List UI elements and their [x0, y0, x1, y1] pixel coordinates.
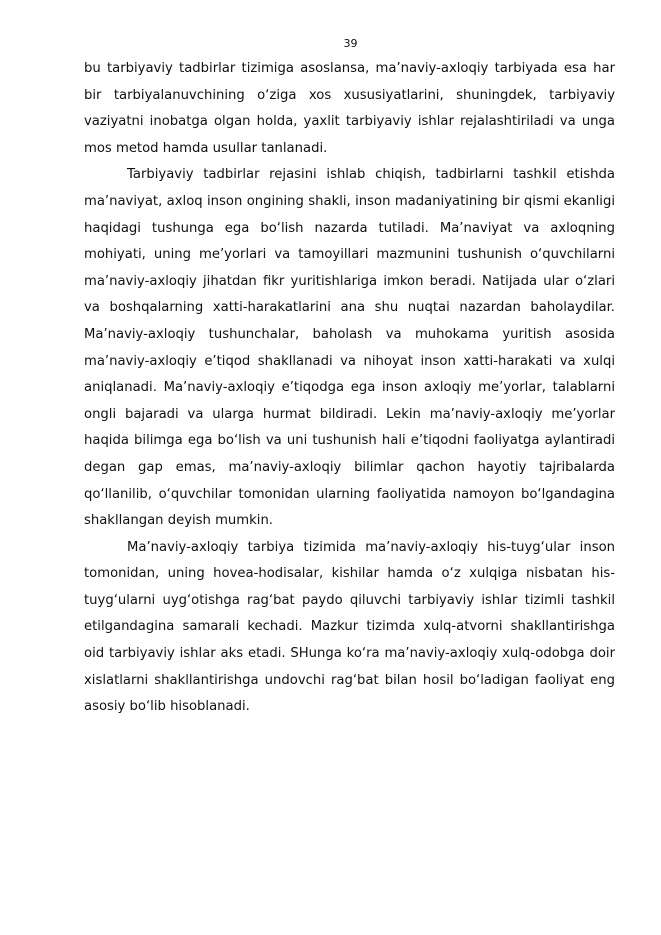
paragraph-2: Tarbiyaviy tadbirlar rejasini ishlab chiqish, tadbirlarni tashkil etishda ma’naviyat, axloq inson ongining shakli, inson madaniyatining bir qismi ekanligi haqidagi tushunga ega bo‘lish nazarda tutiladi. Ma’naviyat va axloqning mohiyati, uning me’yorlari va tamoyillari mazmunini tushunish o‘quvchilarni ma’naviy-axloqiy jihatdan fikr yuritishlariga imkon beradi. Natijada ular o‘zlari va boshqalarning xatti-harakatlarini ana shu nuqtai nazardan baholaydilar. Ma’naviy-axloqiy tushunchalar, baholash va muhokama yuritish asosida ma’naviy-axloqiy e’tiqod shakllanadi va nihoyat inson xatti-harakati va xulqi aniqlanadi. Ma’naviy-axloqiy e’tiqodga ega inson axloqiy me’yorlar, talablarni ongli bajaradi va ularga hurmat bildiradi. Lekin ma’naviy-axloqiy me’yorlar haqida bilimga ega bo‘lish va uni tushunish hali e’tiqodni faoliyatga aylantiradi degan gap emas, ma’naviy-axloqiy bilimlar qachon hayotiy tajribalarda qo‘llanilib, o‘quvchilar tomonidan ularning faoliyatida namoyon bo‘lgandagina shakllangan deyish mumkin.: [84, 167, 615, 529]
paragraph-3: Ma’naviy-axloqiy tarbiya tizimida ma’naviy-axloqiy his-tuyg‘ular inson tomonidan, uning hovea-hodisalar, kishilar hamda o‘z xulqiga nisbatan his-tuyg‘ularni uyg‘otishga rag‘bat paydo qiluvchi tarbiyaviy ishlar tizimli tashkil etilgandagina samarali kechadi. Mazkur tizimda xulq-atvorni shakllantirishga oid tarbiyaviy ishlar aks etadi. SHunga ko‘ra ma’naviy-axloqiy xulq-odobga doir xislatlarni shakllantirishga undovchi rag‘bat bilan hosil bo‘ladigan faoliyat eng asosiy bo‘lib hisoblanadi.: [84, 539, 615, 715]
page-number: 39: [343, 37, 358, 50]
document-body: [84, 56, 615, 721]
paragraph-1: bu tarbiyaviy tadbirlar tizimiga asoslansa, ma’naviy-axloqiy tarbiyada esa har bir tarbiyalanuvchining o‘ziga xos xususiyatlarini, shuningdek, tarbiyaviy vaziyatni inobatga olgan holda, yaxlit tarbiyaviy ishlar rejalashtiriladi va unga mos metod hamda usullar tanlanadi.: [84, 61, 615, 156]
